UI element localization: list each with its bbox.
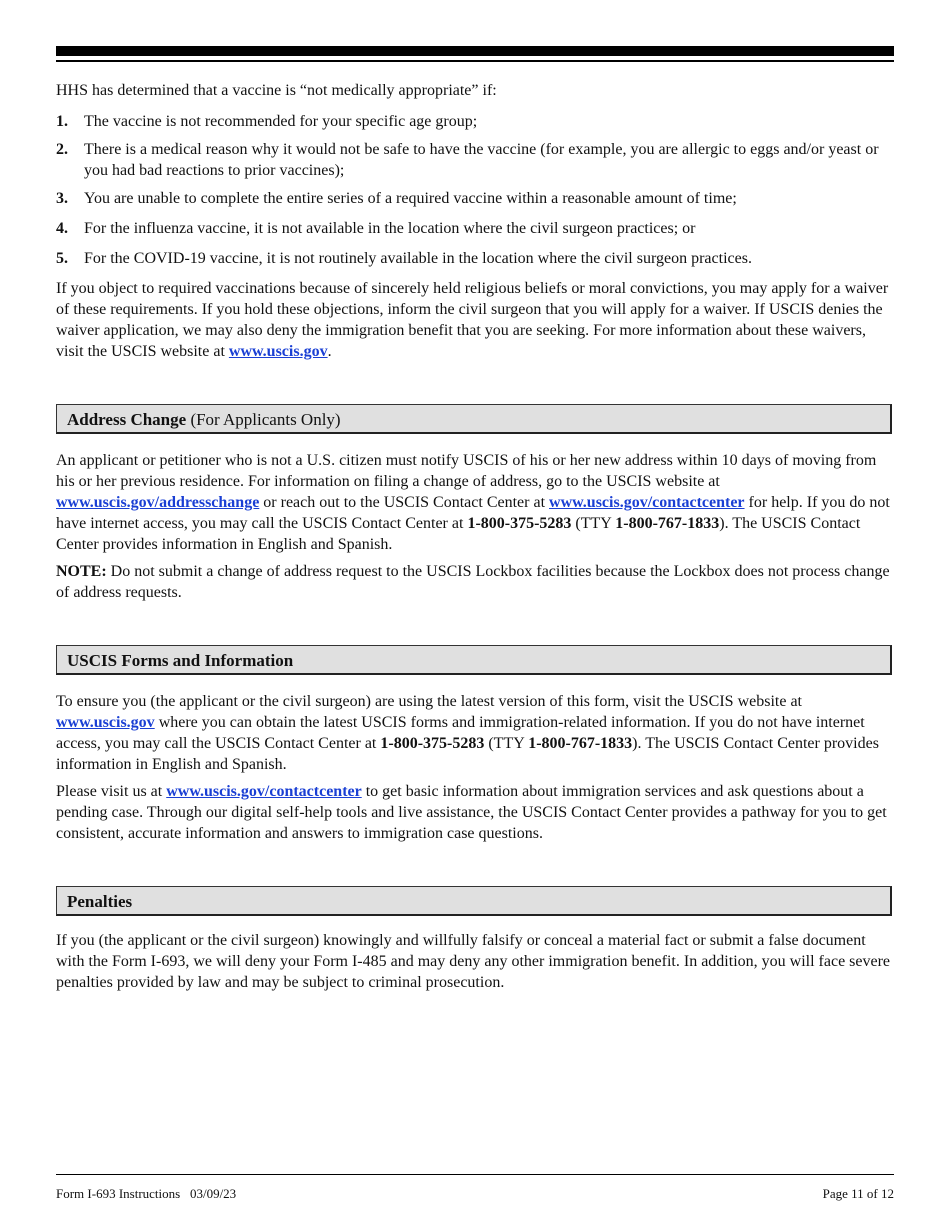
period: .	[327, 343, 332, 360]
list-item	[56, 139, 894, 181]
uscis-link[interactable]: www.uscis.gov	[56, 714, 155, 731]
paragraph-text: ). The USCIS Contact Center provides information in English and Spanish.	[56, 735, 879, 773]
tty-number: 1-800-767-1833	[615, 515, 720, 532]
paragraph-text: or reach out to the USCIS Contact Center at	[259, 494, 550, 511]
penalties-paragraph: If you (the applicant or the civil surgeon) knowingly and willfully falsify or conceal a material fact or submit a false document with the Form I-693, we will deny your Form I-485 and may deny any other immigration benefit. In addition, you will face severe penalties provided by law and may be subject to criminal prosecution.	[56, 932, 891, 991]
forms-paragraph-1	[56, 691, 896, 775]
note-label: NOTE:	[56, 563, 107, 580]
footer-rule	[56, 1174, 894, 1175]
address-paragraph	[56, 450, 896, 555]
header-rule-thin	[56, 60, 894, 62]
forms-paragraph-2	[56, 781, 896, 844]
section-header-forms	[56, 645, 892, 675]
paragraph-text: An applicant or petitioner who is not a U.S. citizen must notify USCIS of his or her new address within 10 days of moving from his or her previous residence. For information on filing a change of address, go to the USCIS website at	[56, 452, 877, 490]
uscis-link[interactable]: www.uscis.gov	[228, 343, 328, 360]
paragraph-text: for help. If you do not have internet access, you may call the USCIS Contact Center at	[56, 494, 890, 532]
list-text: You are unable to complete the entire series of a required vaccine within a reasonable amount of time;	[84, 190, 737, 207]
paragraph-text: To ensure you (the applicant or the civil surgeon) are using the latest version of this form, visit the USCIS website at	[56, 693, 802, 710]
paragraph-text: ). The USCIS Contact Center provides information in English and Spanish.	[56, 515, 861, 553]
waiver-text: If you object to required vaccinations because of sincerely held religious beliefs or moral convictions, you may apply for a waiver of these requirements. If you hold these objections, inform the civil surgeon that you will apply for a waiver. If USCIS denies the waiver application, we may also deny the immigration benefit that you are seeking. For more information about these waivers, visit the USCIS website at	[56, 280, 889, 360]
list-number: 2.	[56, 141, 68, 158]
section-title: Address Change	[67, 410, 187, 429]
list-item	[56, 111, 894, 132]
list-text: For the COVID-19 vaccine, it is not routinely available in the location where the civil surgeon practices.	[84, 250, 752, 267]
list-number: 5.	[56, 250, 68, 267]
contact-center-link[interactable]: www.uscis.gov/contactcenter	[549, 494, 745, 511]
list-item	[56, 218, 894, 239]
footer-page-number: Page 11 of 12	[822, 1186, 894, 1201]
phone-number: 1-800-375-5283	[380, 735, 485, 752]
paragraph-text: (TTY	[484, 735, 529, 752]
list-item	[56, 248, 894, 269]
tty-number: 1-800-767-1833	[528, 735, 633, 752]
contact-center-link[interactable]: www.uscis.gov/contactcenter	[166, 783, 362, 800]
list-text: For the influenza vaccine, it is not available in the location where the civil surgeon practices; or	[84, 220, 696, 237]
list-number: 3.	[56, 190, 68, 207]
header-rule-thick	[56, 46, 894, 56]
address-note	[56, 561, 896, 603]
section-subtitle: (For Applicants Only)	[186, 410, 341, 429]
waiver-paragraph	[56, 278, 896, 362]
section-header-penalties	[56, 886, 892, 916]
section-title: Penalties	[67, 892, 133, 911]
list-text: There is a medical reason why it would not be safe to have the vaccine (for example, you are allergic to eggs and/or yeast or you had bad reactions to prior vaccines);	[84, 141, 879, 179]
list-item	[56, 188, 894, 209]
paragraph-text: Please visit us at	[56, 783, 167, 800]
paragraph-text: where you can obtain the latest USCIS forms and immigration-related information. If you do not have internet access, you may call the USCIS Contact Center at	[56, 714, 865, 752]
address-change-link[interactable]: www.uscis.gov/addresschange	[56, 494, 260, 511]
list-text: The vaccine is not recommended for your specific age group;	[84, 113, 478, 130]
footer-form-id: Form I-693 Instructions 03/09/23	[56, 1186, 237, 1201]
paragraph-text: (TTY	[571, 515, 616, 532]
list-number: 1.	[56, 113, 68, 130]
paragraph-text: to get basic information about immigration services and ask questions about a pending case. Through our digital self-help tools and live assistance, the USCIS Contact Center provides a pathway for you to get consistent, accurate information and answers to immigration case questions.	[56, 783, 887, 842]
list-number: 4.	[56, 220, 68, 237]
section-title: USCIS Forms and Information	[67, 651, 294, 670]
note-text: Do not submit a change of address request to the USCIS Lockbox facilities because the Lockbox does not process change of address requests.	[56, 563, 890, 601]
phone-number: 1-800-375-5283	[467, 515, 572, 532]
section-header-address-change	[56, 404, 892, 434]
intro-text: HHS has determined that a vaccine is “not medically appropriate” if:	[56, 82, 497, 99]
